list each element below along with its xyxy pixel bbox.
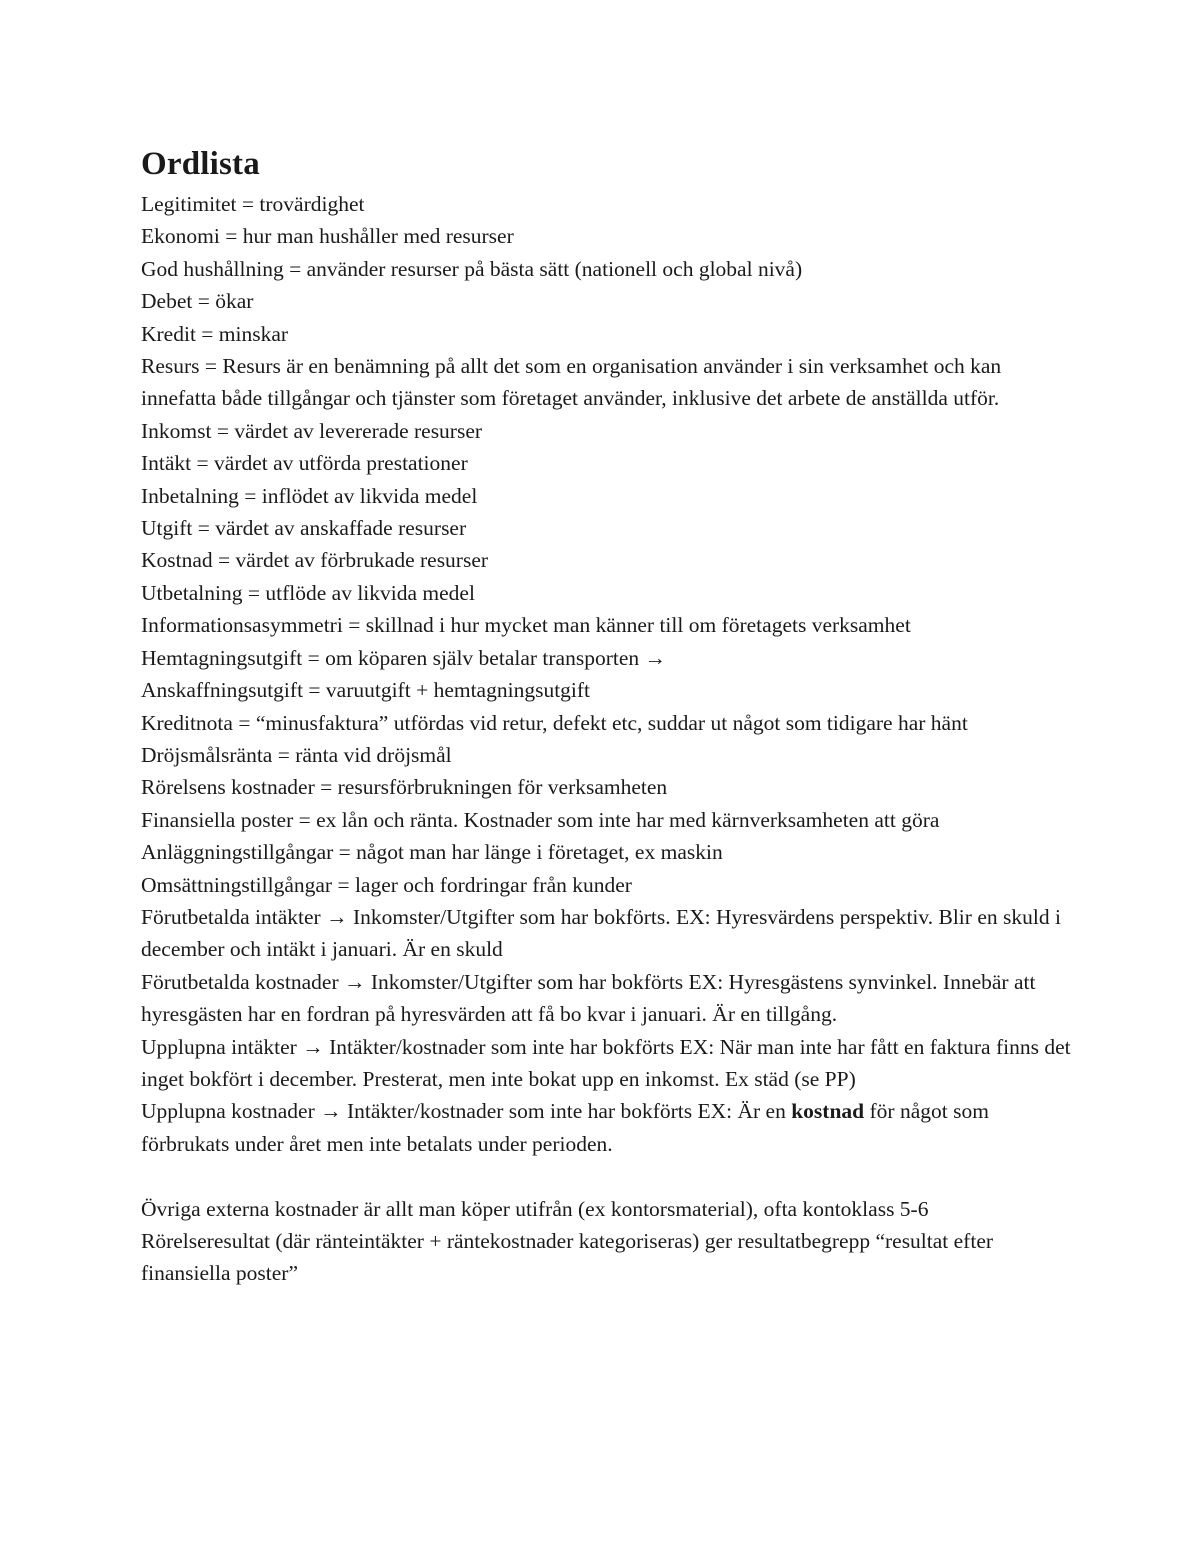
upplupna-kostnader-bold-term: kostnad xyxy=(791,1099,865,1124)
glossary-entry-informationsasymmetri: Informationsasymmetri = skillnad i hur mycket man känner till om företagets verksamhet xyxy=(141,613,911,638)
glossary-entry-finansiella-poster: Finansiella poster = ex lån och ränta. Kostnader som inte har med kärnverksamheten att göra xyxy=(141,807,940,832)
note-ovriga-externa-kostnader: Övriga externa kostnader är allt man köper utifrån (ex kontorsmaterial), ofta kontoklass 5-6 xyxy=(141,1196,929,1221)
glossary-entry-drojsmalsranta: Dröjsmålsränta = ränta vid dröjsmål xyxy=(141,742,452,767)
note-rorelseresultat: Rörelseresultat (där ränteintäkter + räntekostnader kategoriseras) ger resultatbegrepp “resultat efter finansiella poster” xyxy=(141,1228,994,1286)
glossary-entry-utgift: Utgift = värdet av anskaffade resurser xyxy=(141,516,467,541)
glossary-entry-kreditnota: Kreditnota = “minusfaktura” utfördas vid retur, defekt etc, suddar ut något som tidigare har hänt xyxy=(141,710,968,735)
glossary-entry-omsattningstillgangar: Omsättningstillgångar = lager och fordringar från kunder xyxy=(141,872,632,897)
glossary-entry-inbetalning: Inbetalning = inflödet av likvida medel xyxy=(141,483,478,508)
glossary-entry-anskaffningsutgift: Anskaffningsutgift = varuutgift + hemtagningsutgift xyxy=(141,678,591,703)
paragraph-spacer xyxy=(141,1160,1071,1192)
glossary-entry-god-hushallning: God hushållning = använder resurser på bästa sätt (nationell och global nivå) xyxy=(141,256,803,281)
glossary-entry-kostnad: Kostnad = värdet av förbrukade resurser xyxy=(141,548,489,573)
glossary-entry-upplupna-kostnader xyxy=(141,1095,1071,1160)
upplupna-kostnader-text-start: Upplupna kostnader → Intäkter/kostnader som inte har bokförts EX: Är en xyxy=(141,1099,792,1124)
glossary-entry-forutbetalda-kostnader: Förutbetalda kostnader → Inkomster/Utgifter som har bokförts EX: Hyresgästens synvinkel. Innebär att hyresgästen har en fordran på hyresvärden att få bo kvar i januari. Är en tillgång. xyxy=(141,969,1036,1027)
glossary-entry-anlaggningstillgangar: Anläggningstillgångar = något man har länge i företaget, ex maskin xyxy=(141,840,723,865)
upplupna-kostnader-text-end: för något som förbrukats under året men inte betalats under perioden. xyxy=(141,1099,989,1156)
glossary-entry-utbetalning: Utbetalning = utflöde av likvida medel xyxy=(141,580,475,605)
glossary-entry-inkomst: Inkomst = värdet av levererade resurser xyxy=(141,418,483,443)
glossary-entry-kredit: Kredit = minskar xyxy=(141,321,289,346)
glossary-entry-legitimitet: Legitimitet = trovärdighet xyxy=(141,192,365,216)
glossary-entry-forutbetalda-intakter: Förutbetalda intäkter → Inkomster/Utgifter som har bokförts. EX: Hyresvärdens perspektiv. Blir en skuld i december och intäkt i januari. Är en skuld xyxy=(141,904,1061,962)
glossary-entry-ekonomi: Ekonomi = hur man hushåller med resurser xyxy=(141,224,514,249)
glossary-entry-resurs: Resurs = Resurs är en benämning på allt det som en organisation använder i sin verksamhet och kan innefatta både tillgångar och tjänster som företaget använder, inklusive det arbete de anställda utför. xyxy=(141,354,1002,411)
glossary-entry-hemtagningsutgift: Hemtagningsutgift = om köparen själv betalar transporten → xyxy=(141,645,667,670)
document-title: Ordlista xyxy=(141,146,260,182)
glossary-entry-intakt: Intäkt = värdet av utförda prestationer xyxy=(141,451,468,476)
glossary-entry-rorelsens-kostnader: Rörelsens kostnader = resursförbrukningen för verksamheten xyxy=(141,775,668,800)
document-body xyxy=(141,142,1071,1290)
glossary-entry-debet: Debet = ökar xyxy=(141,289,254,314)
glossary-entry-upplupna-intakter: Upplupna intäkter → Intäkter/kostnader som inte har bokförts EX: När man inte har fått en faktura finns det inget bokfört i december. Presterat, men inte bokat upp en inkomst. Ex städ (se PP) xyxy=(141,1034,1071,1091)
